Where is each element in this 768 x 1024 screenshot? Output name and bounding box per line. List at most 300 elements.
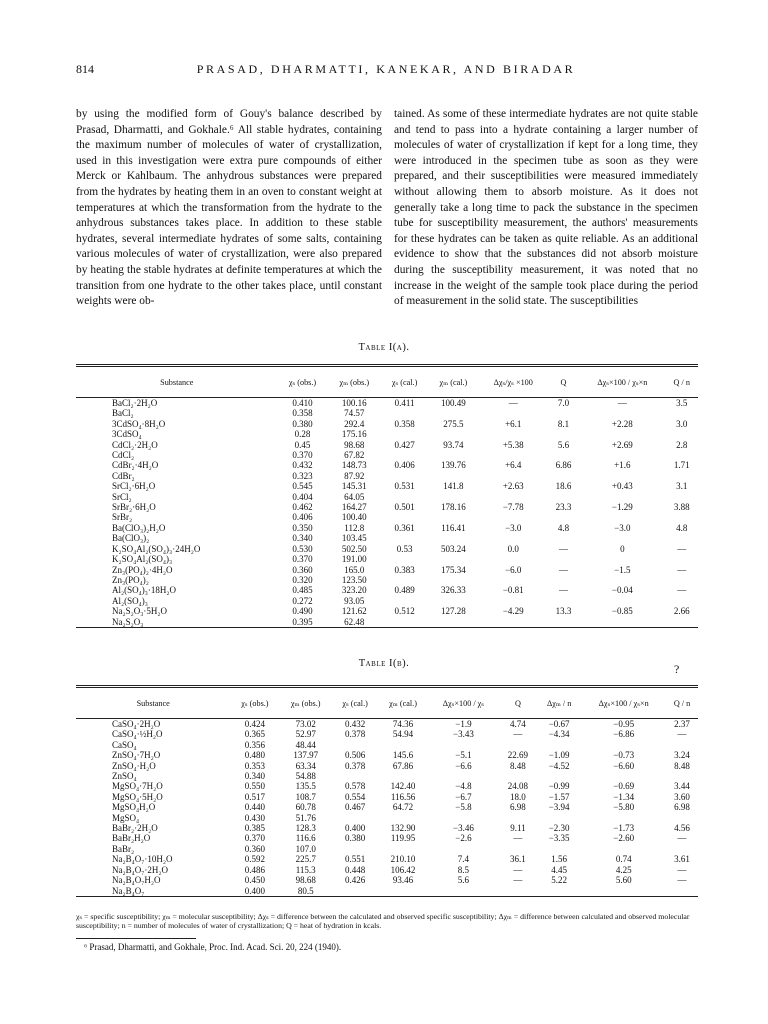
value-cell: 0.400 xyxy=(344,823,366,834)
value-cell: 0.506 xyxy=(344,750,366,761)
value-cell: 145.31 xyxy=(341,481,367,492)
value-cell xyxy=(579,596,665,606)
value-cell: 63.34 xyxy=(295,760,316,771)
column-header: χₛ (cal.) xyxy=(391,377,418,387)
table-row xyxy=(76,554,698,564)
value-cell xyxy=(479,596,548,606)
value-cell: 0.550 xyxy=(244,781,266,792)
value-cell: 3.1 xyxy=(676,481,688,492)
column-header: χₘ (cal.) xyxy=(439,377,468,387)
value-cell: 4.8 xyxy=(557,522,570,533)
substance-cell: CdCl₂·2H₂O xyxy=(112,439,158,450)
value-cell: 0.432 xyxy=(292,460,313,471)
value-cell: 0.427 xyxy=(394,439,415,450)
value-cell: 62.48 xyxy=(344,616,365,627)
value-cell: 98.68 xyxy=(295,875,316,886)
value-cell: 9.11 xyxy=(510,823,526,834)
value-cell: −6.86 xyxy=(613,729,635,740)
column-header: χₘ (cal.) xyxy=(389,698,417,708)
value-cell: 112.8 xyxy=(344,522,365,533)
value-cell: −0.81 xyxy=(502,585,524,596)
value-cell: 4.74 xyxy=(510,719,526,729)
value-cell: 292.4 xyxy=(344,418,365,429)
value-cell xyxy=(581,771,666,781)
value-cell: 178.16 xyxy=(441,502,466,513)
value-cell: −1.73 xyxy=(613,823,635,834)
value-cell: 0.358 xyxy=(292,408,313,419)
table-row xyxy=(76,450,698,460)
value-cell: 165.0 xyxy=(344,564,365,575)
substance-cell: Zn₃(PO₄)₂ xyxy=(112,574,149,585)
value-cell xyxy=(479,429,548,439)
value-cell: 2.66 xyxy=(673,606,690,617)
table-row xyxy=(76,596,698,606)
substance-cell: Na₂B₄O₇·2H₂O xyxy=(112,864,169,875)
value-cell: 0.448 xyxy=(344,864,366,875)
value-cell: 93.74 xyxy=(443,439,464,450)
left-column xyxy=(76,107,382,339)
value-cell xyxy=(479,492,548,502)
value-cell: 0.406 xyxy=(394,460,415,471)
table-b xyxy=(76,685,698,899)
value-cell xyxy=(665,575,698,585)
value-cell xyxy=(381,512,428,522)
value-cell: 0.74 xyxy=(615,854,632,865)
value-cell: 141.8 xyxy=(443,481,464,492)
value-cell: 5.22 xyxy=(551,875,568,886)
table-row xyxy=(76,761,698,771)
table-b-caption: Table I(b). xyxy=(358,658,410,669)
value-cell xyxy=(479,408,548,418)
value-cell xyxy=(548,408,580,418)
value-cell: 80.5 xyxy=(297,885,314,896)
substance-cell: Na₂S₂O₃ xyxy=(112,616,144,627)
substance-cell: ZnSO₄·H₂O xyxy=(112,760,156,771)
value-cell xyxy=(548,575,580,585)
value-cell xyxy=(665,471,698,481)
value-cell xyxy=(381,492,428,502)
value-cell: 0.489 xyxy=(394,585,415,596)
substance-cell: MgSO₄H₂O xyxy=(112,802,156,813)
value-cell: 0.395 xyxy=(292,616,313,627)
value-cell: −4.34 xyxy=(548,729,570,740)
substance-cell: SrCl₂ xyxy=(112,491,132,502)
table-row xyxy=(76,471,698,481)
value-cell: −0.69 xyxy=(613,781,635,792)
page-number: 814 xyxy=(76,62,94,76)
value-cell xyxy=(479,471,548,481)
value-cell: — xyxy=(617,398,627,408)
value-cell: −2.6 xyxy=(455,833,472,844)
column-header: χₛ (obs.) xyxy=(288,377,317,387)
value-cell xyxy=(332,771,378,781)
value-cell xyxy=(381,554,428,564)
value-cell: 502.50 xyxy=(341,543,367,554)
value-cell: 74.36 xyxy=(392,719,414,729)
value-cell: 0.410 xyxy=(292,398,313,408)
value-cell: 0.380 xyxy=(292,418,313,429)
table-row xyxy=(76,575,698,585)
value-cell: 0.370 xyxy=(244,833,266,844)
value-cell xyxy=(548,471,580,481)
value-cell xyxy=(581,813,666,823)
value-cell: +5.38 xyxy=(502,439,524,450)
table-row xyxy=(76,481,698,491)
value-cell xyxy=(378,740,428,750)
value-cell: — xyxy=(677,864,687,875)
value-cell: 0.450 xyxy=(244,875,266,886)
value-cell xyxy=(428,740,499,750)
table-row xyxy=(76,729,698,739)
value-cell: 148.73 xyxy=(341,460,367,471)
value-cell xyxy=(499,771,537,781)
value-cell: 0.467 xyxy=(344,802,366,813)
value-cell: 0.411 xyxy=(394,398,415,408)
footnote-rule xyxy=(76,938,196,939)
value-cell: 323.20 xyxy=(341,585,367,596)
value-cell: 100.49 xyxy=(441,398,466,408)
value-cell: 0.545 xyxy=(292,481,313,492)
substance-cell: ZnSO₄·7H₂O xyxy=(112,750,161,761)
value-cell xyxy=(428,886,499,897)
right-column xyxy=(394,107,698,339)
value-cell: 7.0 xyxy=(557,398,570,408)
table-row xyxy=(76,565,698,575)
value-cell xyxy=(499,813,537,823)
substance-cell: BaBr₂·2H₂O xyxy=(112,823,158,834)
column-header: χₘ (obs.) xyxy=(339,377,370,387)
table-row xyxy=(76,865,698,875)
value-cell xyxy=(428,408,479,418)
value-cell: −1.29 xyxy=(611,502,633,513)
value-cell xyxy=(378,813,428,823)
value-cell: −0.85 xyxy=(611,606,633,617)
value-cell: — xyxy=(677,564,687,575)
table-row xyxy=(76,813,698,823)
substance-cell: Ba(ClO₃)₂ xyxy=(112,533,150,544)
value-cell: 54.94 xyxy=(392,729,414,740)
value-cell xyxy=(332,740,378,750)
value-cell: −0.95 xyxy=(613,719,635,729)
value-cell: −6.0 xyxy=(505,564,522,575)
substance-cell: Ba(ClO₃)₂H₂O xyxy=(112,522,166,533)
value-cell: 0.28 xyxy=(294,429,311,440)
substance-cell: Al₂(SO₄)₃ xyxy=(112,595,148,606)
value-cell: — xyxy=(559,585,568,596)
value-cell xyxy=(537,813,581,823)
value-cell: 0.426 xyxy=(344,875,366,886)
value-cell: −3.46 xyxy=(453,823,474,834)
value-cell xyxy=(428,844,499,854)
value-cell: −3.0 xyxy=(614,522,631,533)
value-cell: — xyxy=(513,729,523,740)
table-row xyxy=(76,844,698,854)
value-cell: 3.0 xyxy=(676,418,688,429)
value-cell: 0.424 xyxy=(244,719,266,729)
value-cell: 0.440 xyxy=(244,802,266,813)
value-cell: 0.356 xyxy=(244,739,266,750)
value-cell xyxy=(479,533,548,543)
substance-cell: Na₂S₂O₃·5H₂O xyxy=(112,606,168,617)
value-cell xyxy=(332,886,378,897)
value-cell xyxy=(479,512,548,522)
value-cell: −5.1 xyxy=(455,750,472,761)
substance-cell: SrBr₂ xyxy=(112,512,133,523)
value-cell: −2.60 xyxy=(613,833,635,844)
value-cell xyxy=(428,617,479,628)
value-cell: 0.365 xyxy=(244,729,266,740)
running-title: PRASAD, DHARMATTI, KANEKAR, AND BIRADAR xyxy=(196,62,576,76)
value-cell: 0.360 xyxy=(292,564,313,575)
value-cell xyxy=(479,450,548,460)
value-cell: 132.90 xyxy=(390,823,416,834)
value-cell xyxy=(428,471,479,481)
value-cell: −4.29 xyxy=(502,606,524,617)
value-cell: 0.358 xyxy=(394,418,415,429)
column-header: Substance xyxy=(136,698,170,708)
table-row xyxy=(76,492,698,502)
substance-cell: 3CdSO₄·8H₂O xyxy=(112,418,166,429)
value-cell: 0.592 xyxy=(244,854,266,865)
value-cell: 5.60 xyxy=(615,875,632,886)
value-cell xyxy=(548,492,580,502)
value-cell xyxy=(479,554,548,564)
table-row xyxy=(76,429,698,439)
value-cell xyxy=(665,554,698,564)
value-cell: 5.6 xyxy=(557,439,570,450)
value-cell: 3.60 xyxy=(674,791,690,802)
value-cell: 4.56 xyxy=(674,823,690,834)
table-row xyxy=(76,833,698,843)
value-cell: 3.61 xyxy=(674,854,690,865)
value-cell: −1.57 xyxy=(548,791,570,802)
table-row xyxy=(76,719,698,730)
value-cell xyxy=(378,886,428,897)
value-cell: 116.41 xyxy=(441,522,466,533)
table-row xyxy=(76,460,698,470)
value-cell: 0.404 xyxy=(292,491,313,502)
column-header: Q / n xyxy=(673,377,690,387)
value-cell: 51.76 xyxy=(295,812,316,823)
value-cell: 0.272 xyxy=(292,595,313,606)
value-cell: — xyxy=(677,543,687,554)
value-cell: 0.578 xyxy=(344,781,366,792)
value-cell xyxy=(548,512,580,522)
value-cell: 60.78 xyxy=(295,802,316,813)
value-cell xyxy=(665,617,698,628)
value-cell xyxy=(579,512,665,522)
value-cell xyxy=(579,450,665,460)
value-cell xyxy=(428,429,479,439)
value-cell: 0.430 xyxy=(244,812,266,823)
value-cell xyxy=(665,450,698,460)
value-cell: 87.92 xyxy=(344,470,365,481)
table-row xyxy=(76,771,698,781)
value-cell: 6.98 xyxy=(510,802,526,813)
value-cell: 0.350 xyxy=(292,522,313,533)
value-cell: −1.9 xyxy=(455,719,472,729)
value-cell: 24.08 xyxy=(507,781,529,792)
value-cell: 210.10 xyxy=(390,854,416,865)
value-cell: 3.24 xyxy=(674,750,690,761)
substance-cell: CdBr₂ xyxy=(112,470,135,481)
table-row xyxy=(76,408,698,418)
value-cell xyxy=(579,492,665,502)
value-cell: 0.360 xyxy=(244,843,266,854)
value-cell: 225.7 xyxy=(295,854,316,865)
value-cell: 0.485 xyxy=(292,585,313,596)
value-cell: — xyxy=(677,833,687,844)
value-cell: 0.512 xyxy=(394,606,415,617)
value-cell: 73.02 xyxy=(295,719,316,729)
value-cell: 0.501 xyxy=(394,502,415,513)
value-cell: 98.68 xyxy=(344,439,365,450)
value-cell: 13.3 xyxy=(555,606,572,617)
value-cell: 145.6 xyxy=(392,750,414,761)
value-cell: 0.361 xyxy=(394,522,415,533)
substance-cell: SrBr₂·6H₂O xyxy=(112,502,156,513)
value-cell: 6.98 xyxy=(674,802,690,813)
value-cell xyxy=(428,813,499,823)
value-cell: −1.34 xyxy=(613,791,635,802)
value-cell: 0.0 xyxy=(507,543,519,554)
value-cell: 8.1 xyxy=(557,418,570,429)
value-cell: 127.28 xyxy=(441,606,466,617)
value-cell: 135.5 xyxy=(295,781,316,792)
column-header: Δχₛ/χₛ ×100 xyxy=(493,377,533,387)
value-cell: 0.554 xyxy=(344,791,366,802)
table-row xyxy=(76,875,698,885)
substance-cell: CaSO₄·½H₂O xyxy=(112,729,163,740)
value-cell xyxy=(579,617,665,628)
value-cell: 18.6 xyxy=(555,481,572,492)
value-cell: 64.05 xyxy=(344,491,365,502)
value-cell xyxy=(666,740,698,750)
value-cell xyxy=(579,554,665,564)
column-header: Δχₛ×100 / χₛ xyxy=(442,698,485,708)
value-cell: 3.44 xyxy=(674,781,690,792)
substance-cell: Na₂B₄O₇ xyxy=(112,885,145,896)
value-cell: −6.6 xyxy=(455,760,472,771)
value-cell: −0.67 xyxy=(548,719,570,729)
column-header: χₘ (obs.) xyxy=(290,698,321,708)
value-cell: 18.0 xyxy=(510,791,526,802)
substance-cell: MgSO₄ xyxy=(112,812,140,823)
value-cell xyxy=(381,408,428,418)
value-cell: 107.0 xyxy=(295,843,316,854)
value-cell: 116.6 xyxy=(295,833,316,844)
value-cell: 74.57 xyxy=(344,408,365,419)
value-cell: 128.3 xyxy=(295,823,316,834)
value-cell: −4.52 xyxy=(548,760,570,771)
value-cell: 119.95 xyxy=(390,833,416,844)
value-cell: −1.09 xyxy=(548,750,570,761)
value-cell xyxy=(381,450,428,460)
value-cell xyxy=(548,554,580,564)
value-cell: 108.7 xyxy=(295,791,316,802)
table-row xyxy=(76,750,698,760)
value-cell: 0.406 xyxy=(292,512,313,523)
column-header: χₛ (cal.) xyxy=(342,698,368,708)
value-cell xyxy=(378,771,428,781)
value-cell: 503.24 xyxy=(441,543,466,554)
value-cell: 0.486 xyxy=(244,864,266,875)
value-cell: 123.50 xyxy=(341,574,367,585)
value-cell: 0.340 xyxy=(244,771,266,782)
table-row xyxy=(76,585,698,595)
value-cell: −3.43 xyxy=(453,729,474,740)
value-cell: +6.4 xyxy=(505,460,522,471)
value-cell: 93.05 xyxy=(344,595,365,606)
column-header: χₛ (obs.) xyxy=(241,698,269,708)
value-cell: 0.490 xyxy=(292,606,313,617)
value-cell: 8.48 xyxy=(674,760,690,771)
table-row xyxy=(76,792,698,802)
value-cell xyxy=(428,771,499,781)
value-cell: 8.48 xyxy=(510,760,526,771)
value-cell: 7.4 xyxy=(457,854,470,865)
value-cell: 191.00 xyxy=(341,554,367,565)
substance-cell: 3CdSO₄ xyxy=(112,429,142,440)
value-cell: 22.69 xyxy=(507,750,529,761)
value-cell: 64.72 xyxy=(392,802,414,813)
value-cell: 103.45 xyxy=(341,533,367,544)
value-cell xyxy=(428,554,479,564)
value-cell xyxy=(499,844,537,854)
value-cell xyxy=(381,617,428,628)
column-header: Q xyxy=(560,377,567,387)
value-cell xyxy=(579,408,665,418)
value-cell: 121.62 xyxy=(341,606,367,617)
substance-cell: CdCl₂ xyxy=(112,450,135,461)
value-cell xyxy=(666,771,698,781)
value-cell: — xyxy=(677,585,687,596)
column-header: Substance xyxy=(160,377,194,387)
value-cell xyxy=(428,512,479,522)
value-cell xyxy=(428,533,479,543)
value-cell: 0.380 xyxy=(344,833,366,844)
value-cell xyxy=(479,617,548,628)
substance-cell: Na₂B₄O₇H₂O xyxy=(112,875,161,886)
table-row xyxy=(76,854,698,864)
value-cell: 67.86 xyxy=(392,760,414,771)
value-cell: 0.551 xyxy=(344,854,366,865)
value-cell: 0.480 xyxy=(244,750,266,761)
value-cell: 23.3 xyxy=(555,502,572,513)
value-cell: 0.340 xyxy=(292,533,313,544)
value-cell: −5.8 xyxy=(455,802,472,813)
value-cell: +2.63 xyxy=(502,481,524,492)
value-cell xyxy=(537,771,581,781)
value-cell xyxy=(332,844,378,854)
value-cell: 6.86 xyxy=(555,460,572,471)
value-cell: 0.385 xyxy=(244,823,266,834)
value-cell xyxy=(666,886,698,897)
value-cell: 0.53 xyxy=(396,543,413,554)
value-cell: −1.5 xyxy=(614,564,631,575)
value-cell: 175.34 xyxy=(441,564,466,575)
column-header: Q xyxy=(514,698,521,708)
value-cell: 0.517 xyxy=(244,791,266,802)
value-cell: 67.82 xyxy=(344,450,365,461)
value-cell: −6.7 xyxy=(455,791,472,802)
value-cell: 5.6 xyxy=(457,875,470,886)
value-cell: 139.76 xyxy=(441,460,466,471)
table-a xyxy=(76,364,698,630)
value-cell xyxy=(537,740,581,750)
table-row xyxy=(76,502,698,512)
value-cell xyxy=(581,740,666,750)
